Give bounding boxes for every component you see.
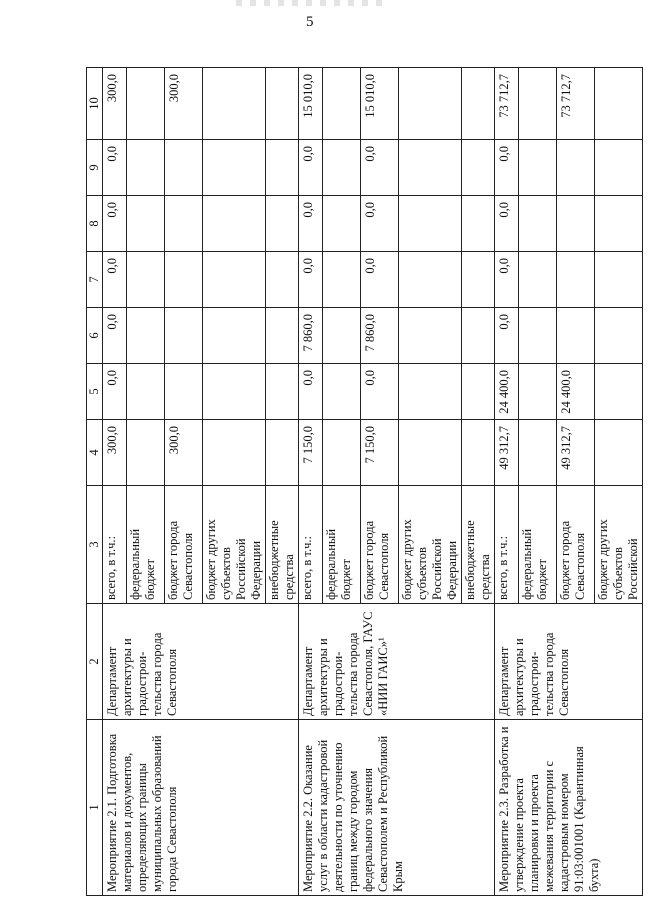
value-cell-9 bbox=[127, 140, 165, 196]
value-cell-7 bbox=[595, 252, 643, 308]
value-cell-7: 0,0 bbox=[495, 252, 519, 308]
value-cell-7: 0,0 bbox=[103, 252, 127, 308]
value-cell-10: 73 712,7 bbox=[495, 68, 519, 140]
funding-source-cell: бюджет других субъектов Российской bbox=[595, 486, 643, 604]
table-row bbox=[495, 68, 519, 896]
value-cell-7: 0,0 bbox=[299, 252, 323, 308]
value-cell-10: 15 010,0 bbox=[299, 68, 323, 140]
header-row bbox=[87, 68, 103, 896]
table-body bbox=[103, 68, 643, 896]
value-cell-8 bbox=[595, 196, 643, 252]
value-cell-10: 300,0 bbox=[165, 68, 203, 140]
value-cell-10 bbox=[519, 68, 557, 140]
value-cell-8 bbox=[399, 196, 462, 252]
value-cell-9 bbox=[266, 140, 299, 196]
funding-source-cell: бюджет других субъектов Российской Федерации bbox=[399, 486, 462, 604]
value-cell-4 bbox=[266, 420, 299, 486]
value-cell-10 bbox=[595, 68, 643, 140]
table-row bbox=[299, 68, 323, 896]
value-cell-6: 0,0 bbox=[103, 308, 127, 364]
value-cell-5 bbox=[595, 364, 643, 420]
value-cell-7 bbox=[266, 252, 299, 308]
column-header-3: 3 bbox=[87, 486, 103, 604]
executor-cell: Департамент архитектуры и градострои-тельства города Севастополя bbox=[103, 604, 299, 720]
value-cell-10: 73 712,7 bbox=[557, 68, 595, 140]
funding-source-cell: бюджет города Севастополя bbox=[557, 486, 595, 604]
funding-source-cell: федеральный бюджет bbox=[323, 486, 361, 604]
value-cell-7: 0,0 bbox=[361, 252, 399, 308]
value-cell-10 bbox=[462, 68, 495, 140]
value-cell-8 bbox=[323, 196, 361, 252]
funding-source-cell: федеральный бюджет bbox=[519, 486, 557, 604]
value-cell-7 bbox=[399, 252, 462, 308]
column-header-9: 9 bbox=[87, 140, 103, 196]
executor-cell: Департамент архитектуры и градострои-тельства города Севастополя, ГАУС «НИИ ГАИС»¹ bbox=[299, 604, 495, 720]
value-cell-6 bbox=[323, 308, 361, 364]
value-cell-8: 0,0 bbox=[495, 196, 519, 252]
funding-source-cell: внебюджетные средства bbox=[266, 486, 299, 604]
value-cell-8 bbox=[203, 196, 266, 252]
column-header-10: 10 bbox=[87, 68, 103, 140]
page-number: 5 bbox=[306, 14, 314, 30]
value-cell-6 bbox=[165, 308, 203, 364]
measure-cell: Мероприятие 2.1. Подготовка материалов и документов, определяющих границы муниципальных образований города Севастополя bbox=[103, 720, 299, 896]
value-cell-8: 0,0 bbox=[103, 196, 127, 252]
value-cell-4: 7 150,0 bbox=[361, 420, 399, 486]
funding-source-cell: федеральный бюджет bbox=[127, 486, 165, 604]
value-cell-8 bbox=[127, 196, 165, 252]
funding-source-cell: всего, в т.ч.: bbox=[299, 486, 323, 604]
value-cell-6 bbox=[462, 308, 495, 364]
value-cell-7 bbox=[165, 252, 203, 308]
value-cell-10: 300,0 bbox=[103, 68, 127, 140]
column-header-1: 1 bbox=[87, 720, 103, 896]
value-cell-9 bbox=[557, 140, 595, 196]
funding-source-cell: всего, в т.ч.: bbox=[103, 486, 127, 604]
column-header-2: 2 bbox=[87, 604, 103, 720]
measure-cell: Мероприятие 2.3. Разработка и утверждение проекта планировки и проекта межевания территории с кадастровым номером 91:03:001001 (Карантинная бухта) bbox=[495, 720, 643, 896]
executor-cell: Департамент архитектуры и градострои-тельства города Севастополя bbox=[495, 604, 643, 720]
value-cell-5 bbox=[462, 364, 495, 420]
scan-smudge bbox=[236, 0, 386, 6]
value-cell-5 bbox=[203, 364, 266, 420]
value-cell-8: 0,0 bbox=[299, 196, 323, 252]
table-row bbox=[103, 68, 127, 896]
value-cell-10 bbox=[127, 68, 165, 140]
value-cell-5 bbox=[519, 364, 557, 420]
value-cell-8: 0,0 bbox=[361, 196, 399, 252]
column-header-5: 5 bbox=[87, 364, 103, 420]
value-cell-10 bbox=[203, 68, 266, 140]
value-cell-10 bbox=[266, 68, 299, 140]
column-header-6: 6 bbox=[87, 308, 103, 364]
value-cell-7 bbox=[203, 252, 266, 308]
value-cell-4: 300,0 bbox=[103, 420, 127, 486]
value-cell-5 bbox=[399, 364, 462, 420]
value-cell-6 bbox=[557, 308, 595, 364]
value-cell-6: 0,0 bbox=[495, 308, 519, 364]
value-cell-5 bbox=[127, 364, 165, 420]
value-cell-4 bbox=[519, 420, 557, 486]
value-cell-5: 0,0 bbox=[103, 364, 127, 420]
value-cell-6 bbox=[519, 308, 557, 364]
value-cell-4 bbox=[595, 420, 643, 486]
funding-source-cell: внебюджетные средства bbox=[462, 486, 495, 604]
value-cell-6 bbox=[266, 308, 299, 364]
value-cell-5: 24 400,0 bbox=[557, 364, 595, 420]
value-cell-5 bbox=[266, 364, 299, 420]
value-cell-4: 49 312,7 bbox=[495, 420, 519, 486]
value-cell-9 bbox=[323, 140, 361, 196]
column-header-4: 4 bbox=[87, 420, 103, 486]
value-cell-9 bbox=[203, 140, 266, 196]
value-cell-4 bbox=[203, 420, 266, 486]
funding-source-cell: бюджет города Севастополя bbox=[361, 486, 399, 604]
value-cell-7 bbox=[519, 252, 557, 308]
financing-table bbox=[86, 67, 643, 896]
value-cell-8 bbox=[462, 196, 495, 252]
value-cell-9: 0,0 bbox=[103, 140, 127, 196]
value-cell-8 bbox=[165, 196, 203, 252]
value-cell-9 bbox=[462, 140, 495, 196]
value-cell-6 bbox=[127, 308, 165, 364]
funding-source-cell: бюджет других субъектов Российской Федерации bbox=[203, 486, 266, 604]
value-cell-9: 0,0 bbox=[495, 140, 519, 196]
value-cell-7 bbox=[462, 252, 495, 308]
value-cell-9 bbox=[399, 140, 462, 196]
value-cell-5 bbox=[165, 364, 203, 420]
value-cell-4 bbox=[462, 420, 495, 486]
value-cell-9 bbox=[519, 140, 557, 196]
value-cell-5: 0,0 bbox=[299, 364, 323, 420]
value-cell-4: 49 312,7 bbox=[557, 420, 595, 486]
value-cell-7 bbox=[323, 252, 361, 308]
value-cell-4 bbox=[399, 420, 462, 486]
value-cell-9 bbox=[595, 140, 643, 196]
value-cell-8 bbox=[557, 196, 595, 252]
value-cell-6 bbox=[203, 308, 266, 364]
value-cell-7 bbox=[127, 252, 165, 308]
value-cell-10 bbox=[399, 68, 462, 140]
value-cell-5: 0,0 bbox=[361, 364, 399, 420]
value-cell-8 bbox=[519, 196, 557, 252]
value-cell-7 bbox=[557, 252, 595, 308]
funding-source-cell: всего, в т.ч.: bbox=[495, 486, 519, 604]
value-cell-9: 0,0 bbox=[299, 140, 323, 196]
value-cell-4 bbox=[127, 420, 165, 486]
value-cell-6 bbox=[399, 308, 462, 364]
funding-source-cell: бюджет города Севастополя bbox=[165, 486, 203, 604]
value-cell-4 bbox=[323, 420, 361, 486]
rotated-table-sheet bbox=[86, 68, 668, 896]
value-cell-5: 24 400,0 bbox=[495, 364, 519, 420]
value-cell-10: 15 010,0 bbox=[361, 68, 399, 140]
measure-cell: Мероприятие 2.2. Оказание услуг в области кадастровой деятельности по уточнению границ между городом федерального значения Севастополем и Республикой Крым bbox=[299, 720, 495, 896]
value-cell-9: 0,0 bbox=[361, 140, 399, 196]
value-cell-8 bbox=[266, 196, 299, 252]
value-cell-9 bbox=[165, 140, 203, 196]
column-header-7: 7 bbox=[87, 252, 103, 308]
value-cell-4: 7 150,0 bbox=[299, 420, 323, 486]
value-cell-6: 7 860,0 bbox=[361, 308, 399, 364]
value-cell-10 bbox=[323, 68, 361, 140]
value-cell-6: 7 860,0 bbox=[299, 308, 323, 364]
column-header-8: 8 bbox=[87, 196, 103, 252]
value-cell-5 bbox=[323, 364, 361, 420]
value-cell-4: 300,0 bbox=[165, 420, 203, 486]
value-cell-6 bbox=[595, 308, 643, 364]
